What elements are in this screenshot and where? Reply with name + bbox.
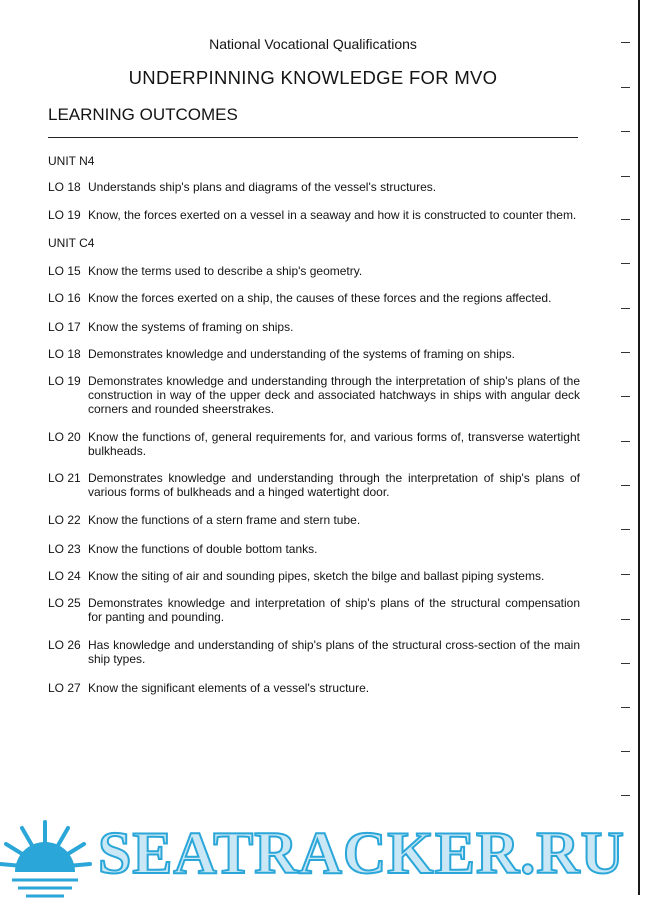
outcome-code: LO 23 — [48, 542, 81, 556]
outcome-code: LO 25 — [48, 596, 81, 610]
outcome-code: LO 16 — [48, 291, 81, 305]
document-title: UNDERPINNING KNOWLEDGE FOR MVO — [128, 67, 498, 88]
outcome-code: LO 21 — [48, 471, 81, 485]
margin-tick — [621, 263, 630, 264]
margin-tick — [621, 441, 630, 442]
learning-outcome — [48, 374, 580, 416]
outcome-text: Demonstrates knowledge and understanding through the interpretation of ship's plans of various forms of bulkheads and a hinged watertight door. — [88, 471, 580, 499]
outcome-text: Know the functions of double bottom tanks. — [88, 542, 318, 556]
learning-outcome — [48, 264, 580, 278]
outcome-code: LO 22 — [48, 513, 81, 527]
outcome-text: Know the terms used to describe a ship's geometry. — [88, 264, 363, 278]
heading-rule — [48, 137, 578, 138]
outcome-text: Know the systems of framing on ships. — [88, 320, 294, 334]
learning-outcome — [48, 596, 580, 624]
margin-tick — [621, 574, 630, 575]
margin-tick — [621, 396, 630, 397]
learning-outcome — [48, 542, 580, 556]
outcome-text: Demonstrates knowledge and understanding of the systems of framing on ships. — [88, 347, 515, 361]
margin-tick — [621, 308, 630, 309]
learning-outcome — [48, 320, 580, 334]
watermark-text: SEATRACKER.RU — [98, 820, 625, 886]
outcome-code: LO 19 — [48, 374, 81, 388]
page-edge — [638, 0, 640, 895]
outcome-code: LO 27 — [48, 681, 81, 695]
outcome-code: LO 15 — [48, 264, 81, 278]
section-heading: LEARNING OUTCOMES — [48, 105, 238, 124]
outcome-text: Know the forces exerted on a ship, the causes of these forces and the regions affected. — [88, 291, 552, 305]
margin-tick — [621, 176, 630, 177]
margin-tick — [621, 795, 630, 796]
learning-outcome — [48, 347, 580, 361]
outcome-text: Know the siting of air and sounding pipes, sketch the bilge and ballast piping systems. — [88, 569, 545, 583]
outcome-text: Know the functions of, general requirements for, and various forms of, transverse watertight bulkheads. — [88, 430, 580, 458]
outcome-text: Understands ship's plans and diagrams of the vessel's structures. — [88, 180, 437, 194]
learning-outcome — [48, 208, 580, 222]
learning-outcome — [48, 638, 580, 666]
document-subtitle: National Vocational Qualifications — [209, 36, 417, 52]
margin-tick — [621, 529, 630, 530]
margin-tick — [621, 663, 630, 664]
outcome-code: LO 26 — [48, 638, 81, 652]
outcome-code: LO 20 — [48, 430, 81, 444]
outcome-text: Know, the forces exerted on a vessel in a seaway and how it is constructed to counter them. — [88, 208, 577, 222]
outcome-text: Has knowledge and understanding of ship's plans of the structural cross-section of the main ship types. — [88, 638, 580, 666]
learning-outcome — [48, 513, 580, 527]
learning-outcome — [48, 430, 580, 458]
learning-outcome — [48, 291, 580, 305]
learning-outcome — [48, 569, 580, 583]
outcome-code: LO 24 — [48, 569, 81, 583]
learning-outcome — [48, 471, 580, 499]
learning-outcome — [48, 180, 580, 194]
margin-tick — [621, 619, 630, 620]
margin-tick — [621, 707, 630, 708]
margin-tick — [621, 131, 630, 132]
learning-outcome — [48, 681, 580, 695]
outcome-code: LO 18 — [48, 180, 81, 194]
outcome-code: LO 17 — [48, 320, 81, 334]
margin-tick — [621, 485, 630, 486]
unit-heading: UNIT N4 — [48, 154, 95, 168]
outcome-text: Demonstrates knowledge and interpretation of ship's plans of the structural compensation for panting and pounding. — [88, 596, 580, 624]
outcome-code: LO 18 — [48, 347, 81, 361]
outcome-text: Know the functions of a stern frame and stern tube. — [88, 513, 361, 527]
outcome-code: LO 19 — [48, 208, 81, 222]
margin-tick — [621, 751, 630, 752]
outcome-text: Know the significant elements of a vessel's structure. — [88, 681, 370, 695]
outcome-text: Demonstrates knowledge and understanding through the interpretation of ship's plans of the construction in way of the upper deck and associated hatchways in ships with angular deck corners and rounded sheerstrakes. — [88, 374, 580, 416]
margin-tick — [621, 352, 630, 353]
margin-tick — [621, 219, 630, 220]
unit-heading: UNIT C4 — [48, 236, 95, 250]
